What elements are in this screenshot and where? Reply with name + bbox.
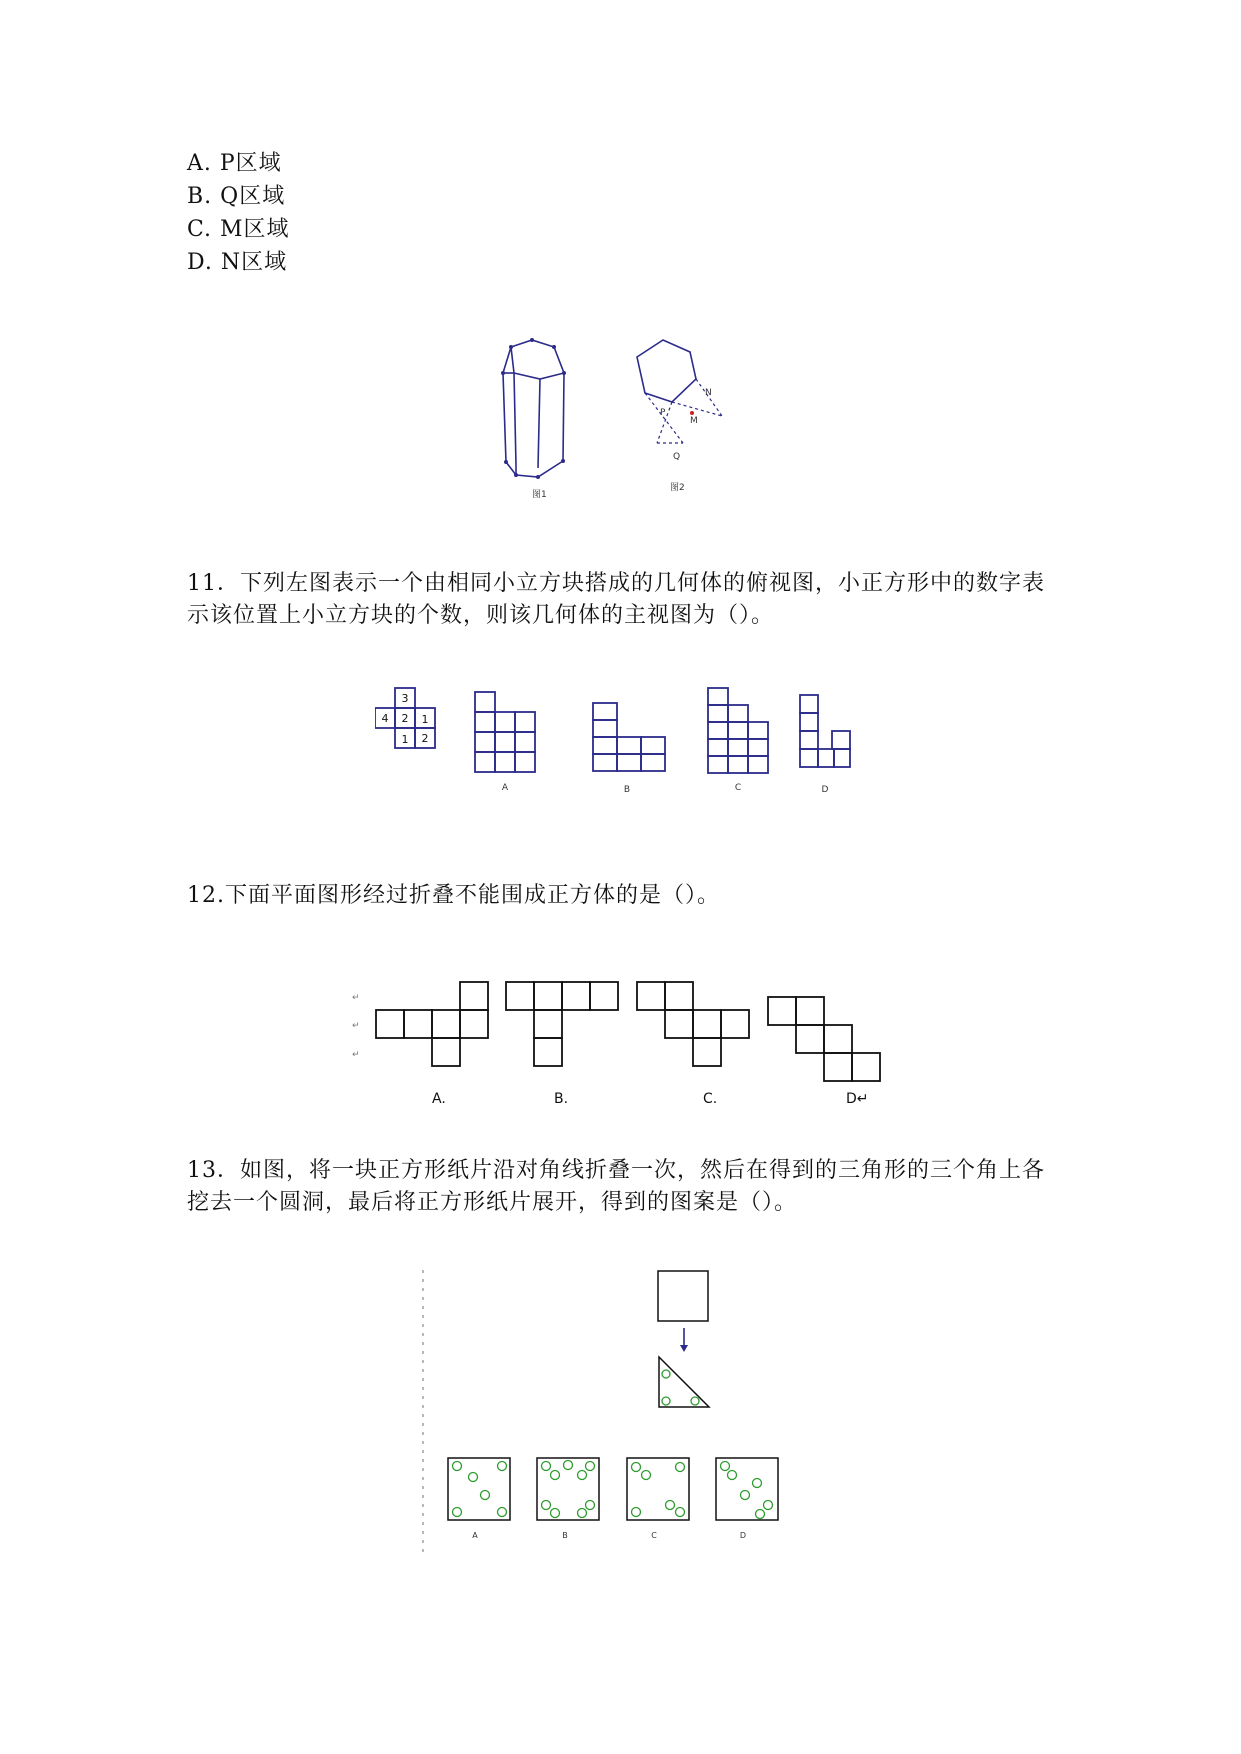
q12-figure — [350, 980, 900, 1110]
front-view-a — [475, 692, 535, 772]
net-a — [376, 982, 488, 1066]
grid-number: 1 — [401, 733, 409, 746]
paragraph-mark: ↵ — [352, 1050, 360, 1060]
front-view-b — [593, 703, 665, 771]
pattern-b — [537, 1458, 599, 1520]
label-n: N — [705, 388, 712, 398]
pattern-a — [448, 1458, 510, 1520]
q11-figure — [375, 685, 865, 795]
square-paper — [658, 1271, 708, 1321]
option-label-a: A — [501, 783, 509, 793]
fig2-caption: 图2 — [670, 483, 685, 493]
grid-number: 3 — [401, 692, 409, 705]
net-b — [506, 982, 618, 1066]
grid-number: 2 — [421, 732, 429, 745]
question-13-text: 13．如图，将一块正方形纸片沿对角线折叠一次，然后在得到的三角形的三个角上各挖去一个圆洞，最后将正方形纸片展开，得到的图案是（）。 — [187, 1158, 1045, 1215]
option-label-d: D↵ — [846, 1091, 869, 1107]
option-label-c: C. — [703, 1091, 718, 1107]
option-b: B. Q区域 — [187, 184, 286, 209]
pattern-d — [716, 1458, 778, 1520]
option-label-d: D — [739, 1531, 747, 1540]
net-d — [768, 997, 880, 1081]
grid-number: 2 — [401, 712, 409, 725]
option-label-c: C — [651, 1531, 657, 1540]
folded-triangle — [659, 1357, 709, 1407]
grid-number: 1 — [421, 713, 429, 726]
q10-figure — [480, 335, 750, 510]
option-label-a: A. — [432, 1091, 446, 1107]
option-c: C. M区域 — [187, 217, 290, 242]
option-d: D. N区域 — [187, 250, 288, 275]
hexagon-regions — [637, 340, 722, 462]
option-label-b: B — [562, 1531, 568, 1540]
label-m: M — [690, 416, 698, 426]
option-label-d: D — [821, 785, 829, 795]
down-arrow-icon — [680, 1328, 688, 1352]
option-label-a: A — [472, 1531, 478, 1540]
fig1-caption: 图1 — [532, 490, 547, 500]
option-label-b: B. — [554, 1091, 569, 1107]
front-view-d — [800, 695, 850, 767]
option-label-c: C — [734, 783, 742, 793]
pattern-c — [627, 1458, 689, 1520]
question-11-text: 11．下列左图表示一个由相同小立方块搭成的几何体的俯视图，小正方形中的数字表示该位置上小立方块的个数，则该几何体的主视图为（）。 — [187, 571, 1045, 628]
paragraph-mark: ↵ — [352, 993, 360, 1003]
option-label-b: B — [623, 785, 631, 795]
grid-number: 4 — [381, 712, 389, 725]
label-q: Q — [673, 452, 681, 462]
option-a: A. P区域 — [187, 151, 282, 176]
net-c — [637, 982, 749, 1066]
paragraph-mark: ↵ — [352, 1021, 360, 1031]
front-view-c — [708, 688, 768, 773]
hexagonal-prism — [503, 340, 564, 477]
q13-figure — [405, 1265, 835, 1560]
label-p: P — [660, 408, 666, 418]
question-12-text: 12.下面平面图形经过折叠不能围成正方体的是（）。 — [187, 883, 720, 908]
